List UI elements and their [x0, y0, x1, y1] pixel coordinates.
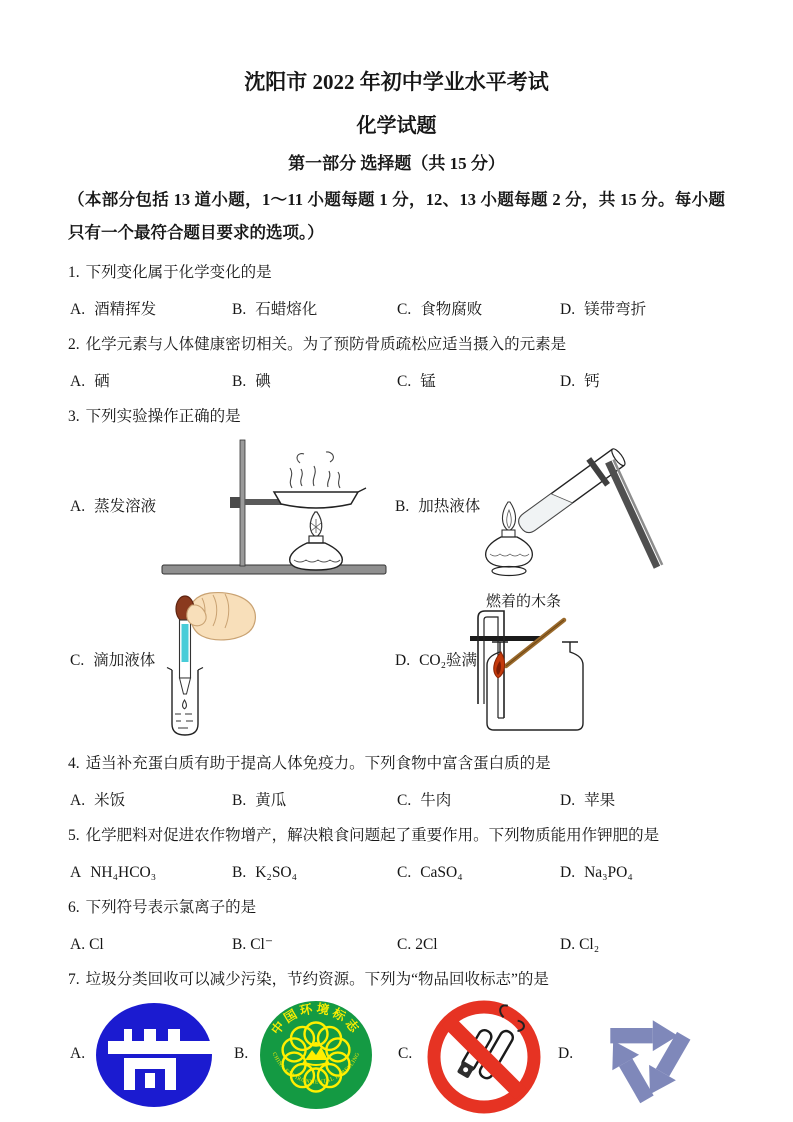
option-b: B. K₂SO₄ — [232, 864, 298, 881]
heating-liquid-figure — [460, 434, 668, 582]
iron-stand-icon — [162, 440, 386, 574]
question-5 — [68, 825, 725, 884]
option-a-label: A. — [70, 1045, 86, 1062]
question-number: 6. — [68, 899, 80, 916]
option-c-label: C. — [398, 1045, 413, 1062]
option-b: B. 加热液体 — [395, 498, 481, 515]
section-heading: 第一部分 选择题（共 15 分） — [288, 154, 505, 173]
adding-liquid-dropper-figure — [130, 590, 260, 738]
section-instructions: （本部分包括 13 道小题，1～11 小题每题 1 分，12、13 小题每题 2 分，共 15 分。每小题只有一个最符合题目要求的选项。） — [68, 190, 725, 242]
evaporating-solution-figure — [152, 436, 394, 578]
option-d: D. 镁带弯折 — [560, 301, 647, 318]
option-b-label: B. — [234, 1045, 249, 1062]
recycling-symbol-icon — [584, 999, 710, 1111]
option-c: C. 牛肉 — [397, 792, 452, 809]
option-a: A. 米饭 — [70, 792, 126, 809]
option-d: D. 苹果 — [560, 792, 616, 809]
question-number: 3. — [68, 408, 80, 425]
alcohol-lamp-icon — [290, 536, 343, 570]
flame-icon — [310, 512, 322, 537]
steam-icon — [290, 452, 340, 488]
option-a: A NH₄HCO₃ — [70, 864, 157, 881]
question-3 — [68, 406, 725, 740]
question-text: 下列变化属于化学变化的是 — [85, 264, 272, 281]
question-3-figure-row-1 — [68, 434, 725, 582]
question-1 — [68, 262, 725, 321]
exam-subject-subtitle: 化学试题 — [356, 115, 437, 137]
water-saving-logo-icon — [94, 1001, 214, 1109]
question-text: 化学元素与人体健康密切相关。为了预防骨质疏松应适当摄入的元素是 — [85, 336, 567, 353]
option-b: B. Cl⁻ — [232, 936, 274, 953]
question-2-options — [68, 371, 725, 393]
question-number: 2. — [68, 336, 80, 353]
option-a: A. 酒精挥发 — [70, 301, 157, 318]
option-c: C. 2Cl — [397, 936, 438, 953]
no-smoking-sign-icon — [426, 999, 542, 1115]
option-b: B. 碘 — [232, 373, 271, 390]
question-4 — [68, 753, 725, 812]
option-d-label: D. — [558, 1045, 574, 1062]
question-text: 下列符号表示氯离子的是 — [85, 899, 257, 916]
option-d: D. CO₂验满 — [395, 652, 478, 669]
question-number: 1. — [68, 264, 80, 281]
question-1-options — [68, 299, 725, 321]
option-c: C. 滴加液体 — [70, 652, 156, 669]
question-7 — [68, 969, 725, 1113]
evaporating-dish-icon — [274, 488, 366, 508]
option-c: C. 食物腐败 — [397, 301, 483, 318]
env-logo-bottom-text: CHINA ENVIRONMENTAL LABELLING — [270, 1051, 362, 1086]
question-number: 5. — [68, 827, 80, 844]
question-text: 下列实验操作正确的是 — [85, 408, 241, 425]
question-3-figure-row-2 — [68, 588, 725, 740]
option-a: A. Cl — [70, 936, 104, 953]
option-b: B. 黄瓜 — [232, 792, 287, 809]
option-b: B. 石蜡熔化 — [232, 301, 318, 318]
option-d: D. Cl₂ — [560, 936, 600, 953]
china-environmental-labelling-logo-icon — [258, 999, 374, 1111]
question-7-options — [68, 999, 725, 1113]
liquid-drop-icon — [183, 700, 187, 709]
option-d: D. 钙 — [560, 373, 600, 390]
question-number: 7. — [68, 971, 80, 988]
option-c: C. CaSO₄ — [397, 864, 463, 881]
co2-full-test-figure — [470, 606, 610, 736]
question-6 — [68, 897, 725, 956]
page-title: 沈阳市 2022 年初中学业水平考试 — [244, 70, 549, 94]
burning-splint-label: 燃着的木条 — [486, 594, 562, 610]
test-tube-clamp-icon — [586, 457, 663, 569]
env-logo-top-text: 中国环境标志 — [268, 1001, 364, 1038]
question-text: 化学肥料对促进农作物增产，解决粮食问题起了重要作用。下列物质能用作钾肥的是 — [85, 827, 660, 844]
test-tube-icon — [515, 447, 627, 536]
question-6-options — [68, 934, 725, 956]
option-a: A. 蒸发溶液 — [70, 498, 157, 515]
question-4-options — [68, 790, 725, 812]
option-d: D. Na₃PO₄ — [560, 864, 633, 881]
glass-cover-plate-icon — [470, 636, 540, 641]
option-a: A. 硒 — [70, 373, 110, 390]
option-c: C. 锰 — [397, 373, 436, 390]
question-5-options — [68, 862, 725, 884]
question-number: 4. — [68, 755, 80, 772]
question-text: 适当补充蛋白质有助于提高人体免疫力。下列食物中富含蛋白质的是 — [85, 755, 551, 772]
question-text: 垃圾分类回收可以减少污染，节约资源。下列为“物品回收标志”的是 — [85, 971, 549, 988]
question-2 — [68, 334, 725, 393]
